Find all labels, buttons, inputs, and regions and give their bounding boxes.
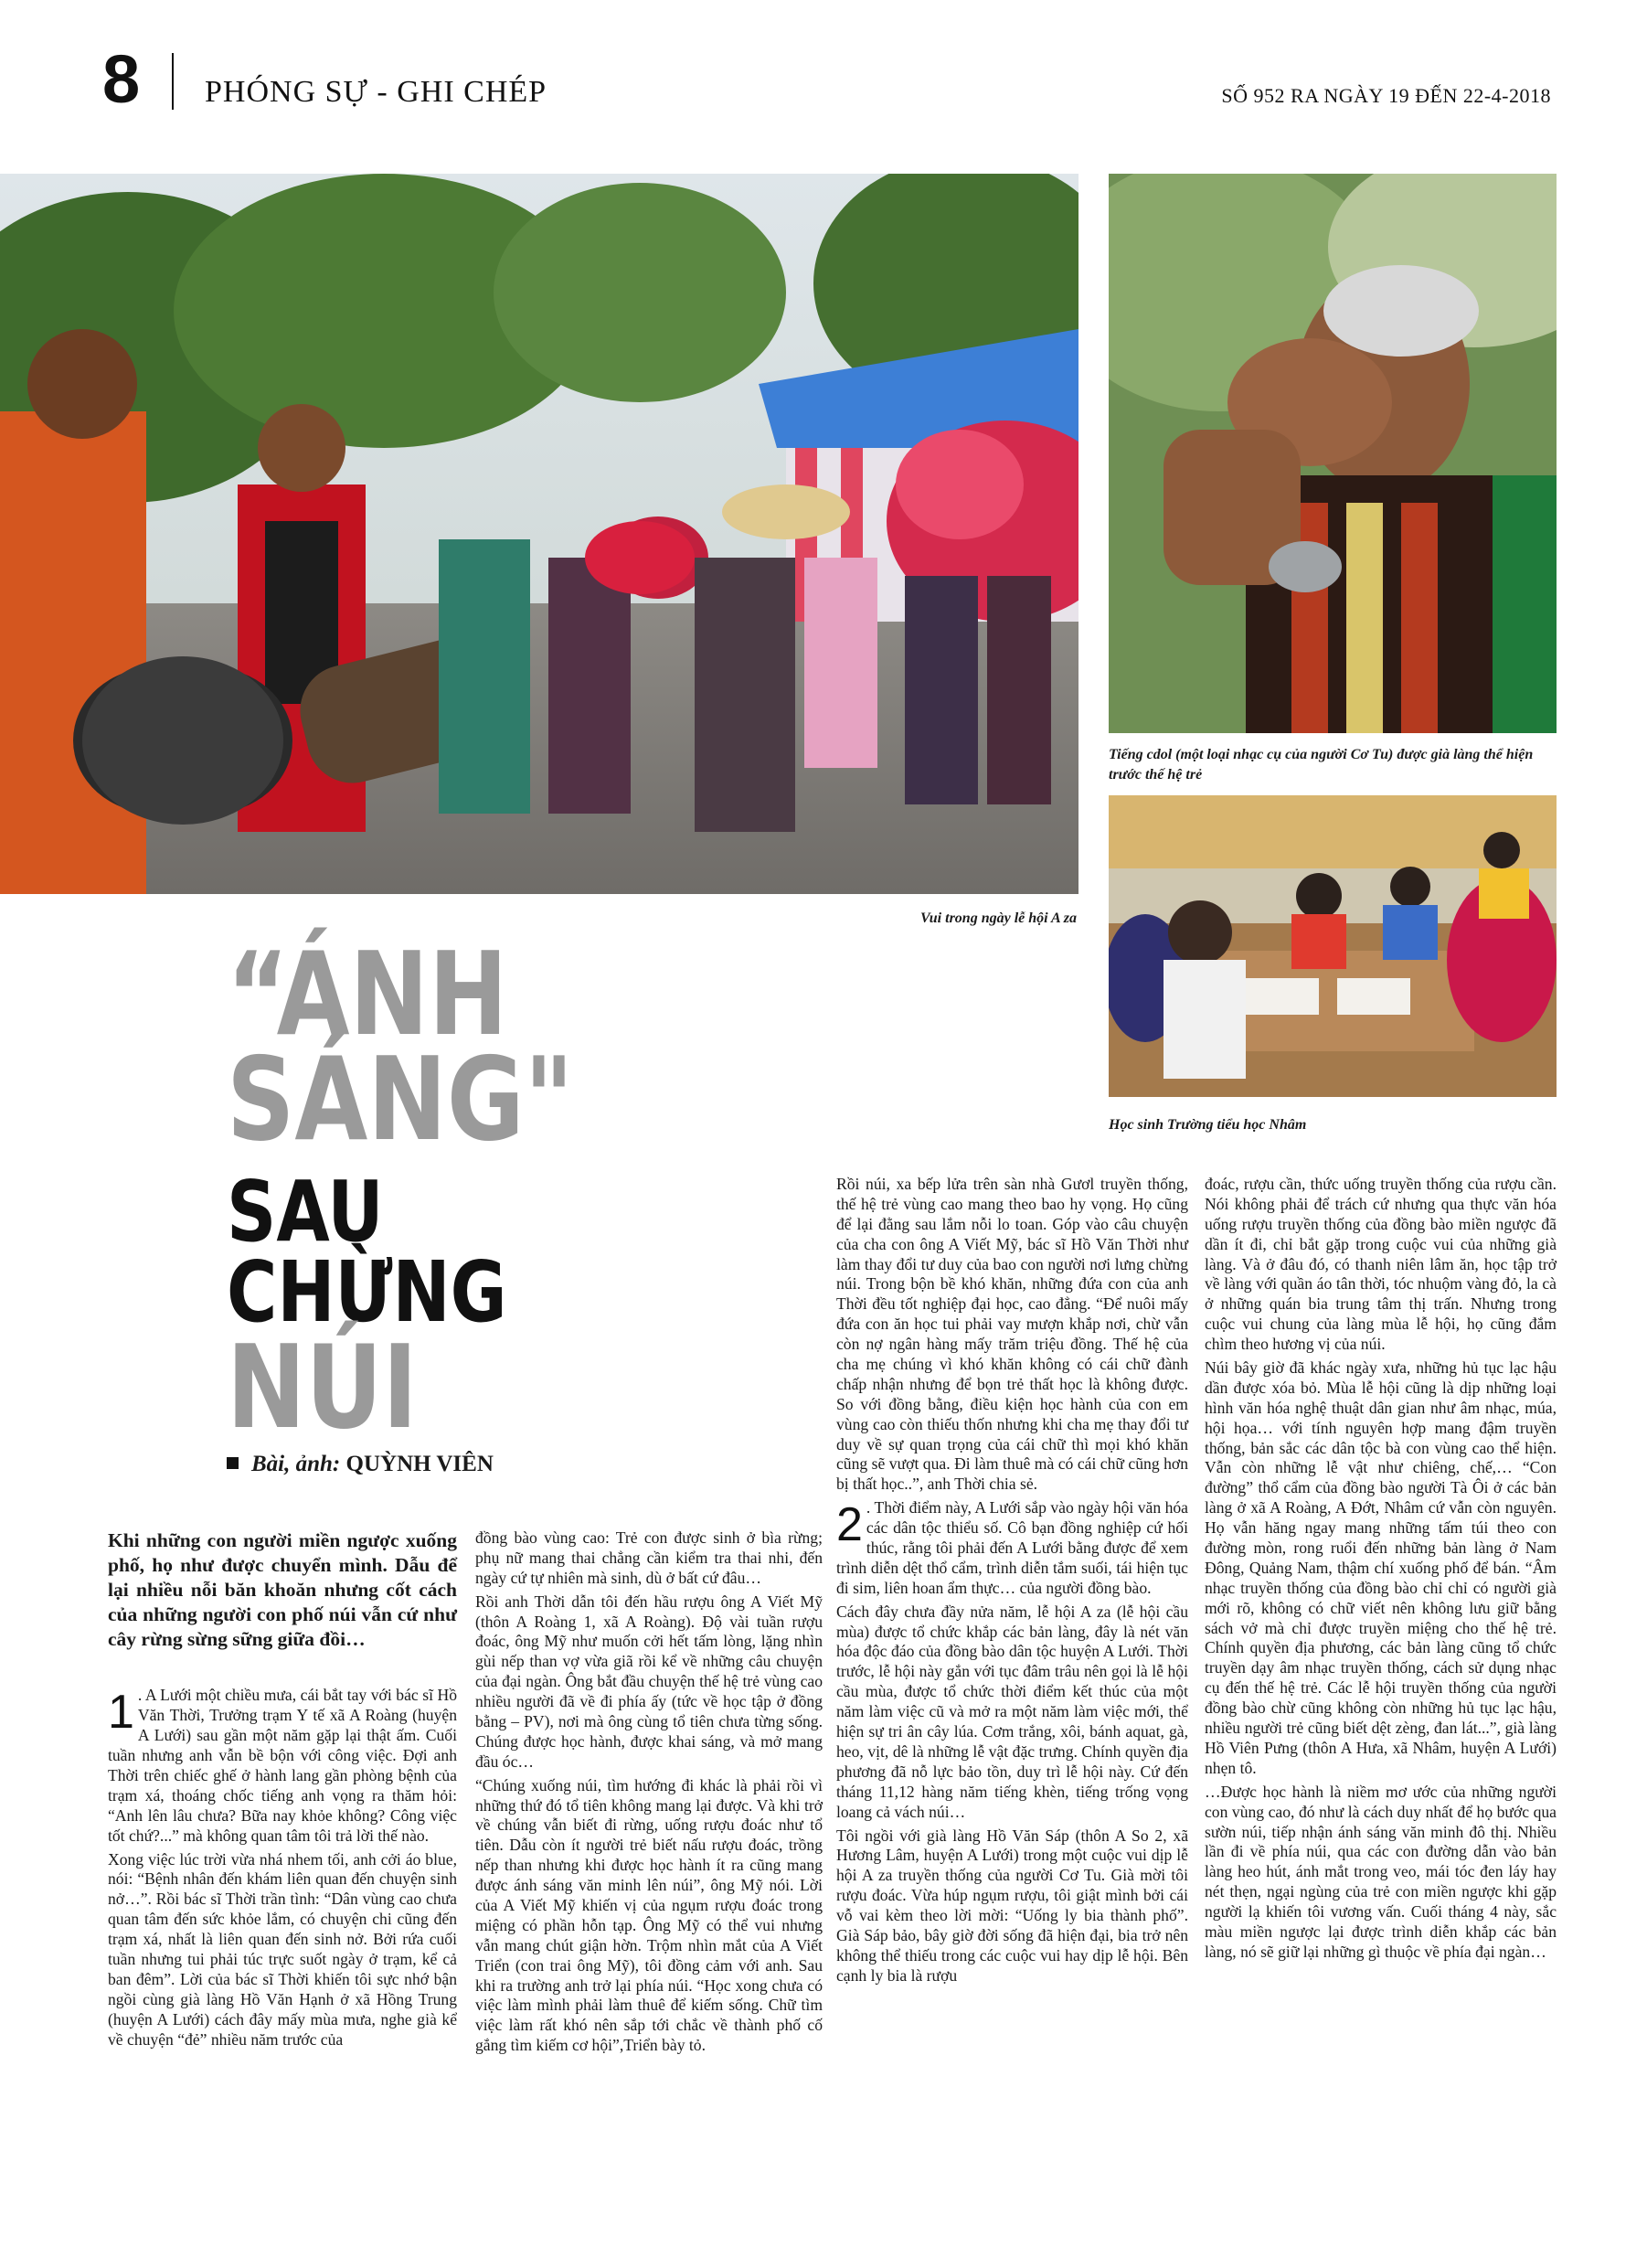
paragraph: “Chúng xuống núi, tìm hướng đi khác là phải rồi vì những thứ đó tổ tiên không mang lại được. Và khi trở về chúng vẫn biết đi rừng, uống rượu đoác như tổ tiên. Dẫu còn ít người trẻ biết nấu rượu đoác, trồng nếp than nhưng khi được học hành ít ra cũng mang được ánh sáng văn minh lên núi”, ông Mỹ nói. Lời của A Viết Mỹ khiến vị của ngụm rượu đoác trong miệng có phần hỗn tạp. Ông Mỹ có thể vui nhưng vẫn mang chút giận hờn. Trộm nhìn mắt của A Viết Triển (con trai ông Mỹ), tôi đồng cảm với anh. Sau khi ra trường anh trở lại phía núi. “Học xong chưa có việc làm mình phải làm thuê để kiếm sống. Chữ tìm việc làm rất khó nên sắp tới chắc về thành phố cố gắng tìm kiếm cơ hội”,Triển bày tỏ. bbox=[475, 1775, 823, 2055]
column-3 bbox=[836, 1175, 1188, 1990]
main-photo-caption: Vui trong ngày lễ hội A za bbox=[919, 910, 1077, 926]
column-1-body bbox=[108, 1686, 457, 2050]
paragraph: Tôi ngồi với già làng Hồ Văn Sáp (thôn A So 2, xã Hương Lâm, huyện A Lưới) trong một cuộc vui dịp lễ hội A za truyền thống của người Cơ Tu. Già mời tôi rượu đoác. Vừa húp ngụm rượu, tôi giật mình bởi cái vỗ vai kèm theo lời mời: “Uống ly bia thành phố”. Già Sáp bảo, bây giờ đời sống đã hiện đại, bia trở nên không thể thiếu trong các cuộc vui hay dịp lễ hội. Bên cạnh ly bia là rượu bbox=[836, 1826, 1188, 1985]
elder-flute-photo bbox=[1109, 174, 1557, 733]
classroom-illustration bbox=[1109, 795, 1557, 1097]
classroom-photo-caption: Học sinh Trường tiểu học Nhâm bbox=[1109, 1117, 1307, 1133]
title-line-4: CHỪNG bbox=[227, 1243, 507, 1341]
byline-author: QUỲNH VIÊN bbox=[345, 1452, 494, 1476]
paragraph: đoác, rượu cần, thức uống truyền thống của rượu cần. Nói không phải để trách cứ nhưng qua thực văn hóa uống rượu truyền thống của đồng bào miền ngược đã dần ít đi, chỉ bắt gặp trong cuộc vui của những già làng. Và ở đâu đó, có thanh niên lâm ăn, học tập trở về làng với quần áo tân thời, tóc nhuộm vàng đỏ, la cà ở những quán bia trung tâm thị trấn. Nhưng trong cuộc vui chung của làng mùa lễ hội, họ cũng đắm chìm theo hương vị của núi. bbox=[1205, 1175, 1557, 1354]
title-line-1: “ÁNH bbox=[227, 927, 508, 1061]
paragraph: đồng bào vùng cao: Trẻ con được sinh ở bìa rừng; phụ nữ mang thai chẳng cần kiểm tra thai nhi, đến ngày cứ tự nhiên mà sinh, dù ở bất cứ đâu… bbox=[475, 1528, 823, 1587]
header-divider bbox=[172, 53, 174, 110]
festival-dance-photo bbox=[0, 174, 1079, 894]
elder-photo-caption: Tiếng cdol (một loại nhạc cụ của người Cơ Tu) được già làng thể hiện trước thế hệ trẻ bbox=[1109, 747, 1534, 783]
byline bbox=[227, 1452, 494, 1477]
section-title: PHÓNG SỰ - GHI CHÉP bbox=[205, 75, 547, 109]
page-number: 8 bbox=[102, 41, 141, 117]
paragraph: Xong việc lúc trời vừa nhá nhem tối, anh cởi áo blue, nói: “Bệnh nhân đến khám liên quan đến chuyện sinh nở…”. Rồi bác sĩ Thời trần tình: “Dân vùng cao chưa quan tâm đến sức khỏe lắm, có chuyện chi cũng đến trạm xá, nhất là liên quan đến sinh nở. Bởi rứa cuối tuần nhưng tui phải túc trực suốt ngày ở trạm, kể cả ban đêm”. Lời của bác sĩ Thời khiến tôi sực nhớ bận ngồi cùng già làng Hồ Văn Hạnh ở xã Hồng Trung (huyện A Lưới) cách đây mấy mùa mưa, nghe già kể về chuyện “đẻ” nhiều năm trước của bbox=[108, 1849, 457, 2049]
paragraph: Rồi núi, xa bếp lửa trên sàn nhà Gươl truyền thống, thế hệ trẻ vùng cao mang theo bao hy vọng. Họ cũng để lại đằng sau lắm nỗi lo toan. Góp vào câu chuyện của cha con ông A Viết Mỹ, bác sĩ Hồ Văn Thời như làm thay đổi tư duy của bao con người nơi lưng chừng núi. Trong bộn bề khó khăn, những đứa con của anh Thời đều tốt nghiệp đại học, cao đẳng. “Để nuôi mấy đứa con ăn học tui phải vay mượn khắp nơi, chừ vẫn còn nợ ngân hàng mấy trăm triệu đồng. Thế hệ của cha mẹ chúng vì khó khăn không có cái chữ đành chấp nhận nhưng để bọn trẻ thất học là không được. So với đồng bằng, điều kiện học hành của con em vùng cao còn thiếu thốn nhưng khi cha mẹ thay đổi tư duy về sự quan trọng của cái chữ thì mọi khó khăn cũng sẽ vượt qua. Đi làm thuê mà có cái chữ cũng hơn bị thất học..”, anh Thời chia sẻ. bbox=[836, 1175, 1188, 1494]
classroom-photo bbox=[1109, 795, 1557, 1097]
column-1 bbox=[108, 1528, 457, 2053]
title-line-5: NÚI bbox=[227, 1320, 418, 1454]
festival-dance-illustration bbox=[0, 174, 1079, 894]
column-4 bbox=[1205, 1175, 1557, 1966]
paragraph: …Được học hành là niềm mơ ước của những người con vùng cao, đó như là cách duy nhất để họ bước qua sườn núi, tiếp nhận ánh sáng văn minh đô thị. Nhiều lần đi về phía núi, qua các con đường dẫn vào bản làng heo hút, ánh mắt trong veo, mái tóc đen láy hay nét thẹn, ngại ngùng của trẻ con miền ngược khi gặp người lạ khiến tôi vương vấn. Cuối tháng 4 này, sắc màu miền ngược lại được trình diễn khắp các bản làng, nó sẽ giữ lại những gì thuộc về phía đại ngàn… bbox=[1205, 1782, 1557, 1961]
column-2 bbox=[475, 1528, 823, 2060]
paragraph: Rồi anh Thời dẫn tôi đến hầu rượu ông A Viết Mỹ (thôn A Roàng 1, xã A Roàng). Độ vài tuần rượu đoác, ông Mỹ như muốn cởi hết tấm lòng, lặng nhìn gùi nếp than vợ vừa giã rồi kể về những câu chuyện của đại ngàn. Ông bắt đầu chuyện thế hệ trẻ vùng cao nhiều người đã về đi phía ấy (tức về học tập ở đồng bằng – PV), nơi mà ông cùng tổ tiên chưa từng sống. Chúng được học hành, được khai sáng, và mở mang đầu óc… bbox=[475, 1592, 823, 1771]
lead-paragraph: Khi những con người miền ngược xuống phố, họ như được chuyển mình. Dẫu để lại nhiều nỗi băn khoăn nhưng cốt cách của những người con phố núi vẫn cứ như cây rừng sừng sững giữa đồi… bbox=[108, 1529, 457, 1650]
byline-label: Bài, ảnh: bbox=[251, 1452, 341, 1476]
paragraph: Núi bây giờ đã khác ngày xưa, những hủ tục lạc hậu dần được xóa bỏ. Mùa lễ hội cũng là dịp những loại hình văn hóa nghệ thuật dân gian như âm nhạc, múa, hội họa… với tính nguyên hợp mang đậm truyền thống, bản sắc các dân tộc bà con vùng cao thể hiện. Vẫn còn những lễ vật như chiêng, chế,… “Con đường” thổ cẩm của đồng bào người Tà Ôi ở các bản làng ở xã A Roàng, A Đớt, Nhâm cứ vẫn còn nguyên. Họ vẫn hăng ngay mang những tấm túi theo con đường mòn, rong ruổi đến những bản làng ở Nam Đông, Quảng Nam, thậm chí xuống phố để bán. “Âm nhạc truyền thống của đồng bào chỉ chỉ có người già mới rõ, không có chữ viết nên không lưu giữ bằng sách vở mà chỉ được truyền miệng cho thế hệ trẻ. Chính quyền địa phương, các bản làng cũng tổ chức truyền dạy âm nhạc truyền thống, cách sử dụng nhạc cụ đến thế hệ trẻ. Các lễ hội truyền thống của người đồng bào chừ cũng không còn những hủ tục lạc hậu, nhiều người trẻ cũng biết dệt zèng, đan lát...”, già làng Hồ Viên Pưng (thôn A Hưa, xã Nhâm, huyện A Lưới) nhẹn tô. bbox=[1205, 1358, 1557, 1777]
paragraph: Cách đây chưa đầy nửa năm, lễ hội A za (lễ hội cầu mùa) được tổ chức khắp các bản làng, đây là nét văn hóa độc đáo của đồng bào dân tộc huyện A Lưới. Thời trước, lễ hội này gắn với tục đâm trâu nên gọi là lễ hội cầu mùa, được tổ chức thời điểm kết thúc của một năm làm việc cũ và mở ra một năm làm việc mới, thể hiện sự tri ân cây lúa. Cơm trắng, xôi, bánh aquat, gà, heo, vịt, dê là những lễ vật đặc trưng. Chính quyền địa phương đã nỗ lực bảo tồn, duy trì lễ hội này. Cứ đến tháng 11,12 hàng năm tiếng khèn, tiếng trống vọng loang cả vách núi… bbox=[836, 1602, 1188, 1821]
byline-square-icon bbox=[227, 1457, 239, 1469]
elder-flute-illustration bbox=[1109, 174, 1557, 733]
title-line-2: SÁNG" bbox=[227, 1032, 574, 1166]
drop-cap-1: 1 bbox=[108, 1686, 134, 1740]
paragraph: 1 . A Lưới một chiều mưa, cái bắt tay với bác sĩ Hồ Văn Thời, Trưởng trạm Y tế xã A Roàng (huyện A Lưới) sau gần một năm gặp lại thật ấm. Cuối tuần nhưng anh vẫn bề bộn với công việc. Đợi anh Thời trên chiếc ghế ở hành lang gần phòng bệnh của trạm xá, thoáng chốc tiếng anh vọng ra thăm hỏi: “Anh lên lâu chưa? Bữa nay khỏe không? Công việc tốt chứ?...” mà không quan tâm tôi trả lời thế nào. bbox=[108, 1686, 457, 1845]
drop-cap-2: 2 bbox=[836, 1498, 863, 1552]
title-line-3: SAU bbox=[227, 1163, 384, 1261]
issue-info: SỐ 952 RA NGÀY 19 ĐẾN 22-4-2018 bbox=[1221, 84, 1551, 107]
paragraph: 2 . Thời điểm này, A Lưới sắp vào ngày hội văn hóa các dân tộc thiểu số. Cô bạn đồng nghiệp cứ hối thúc, rằng tôi phải đến A Lưới bằng được để xem trình diễn dệt thổ cẩm, trình diễn tắm suối, tái hiện tục đi sim, liên hoan ẩm thực… của người đồng bào. bbox=[836, 1498, 1188, 1597]
